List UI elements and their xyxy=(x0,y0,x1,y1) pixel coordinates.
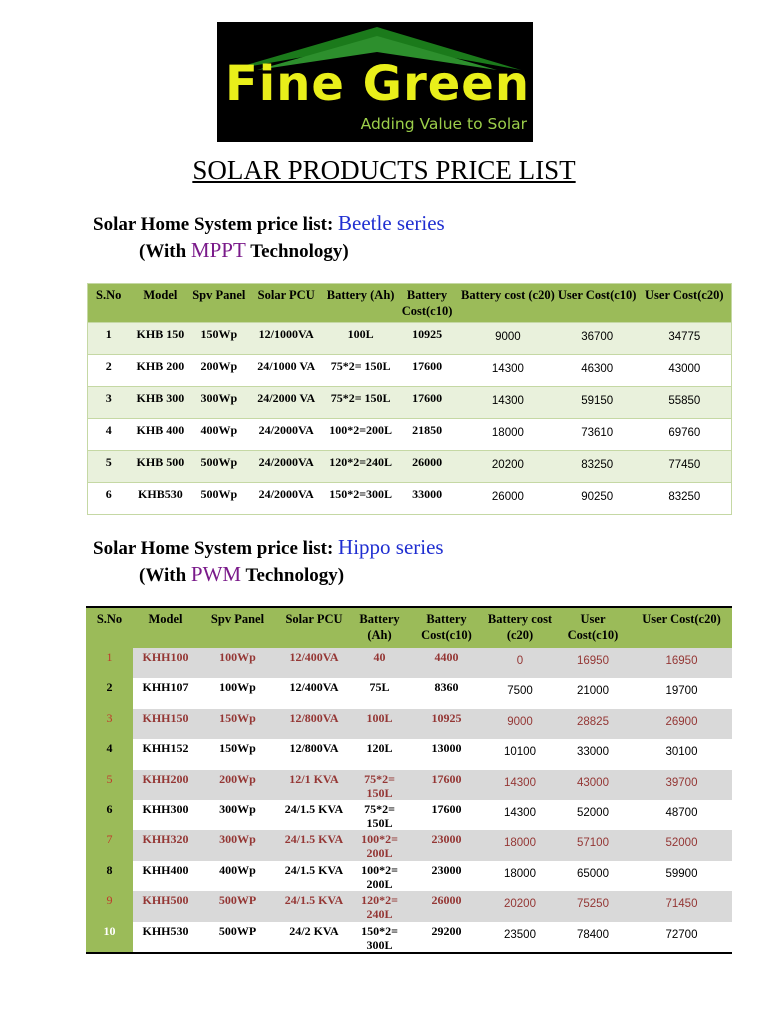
hippo-cell: 75L xyxy=(351,678,408,708)
beetle-series-name: Beetle series xyxy=(338,211,445,235)
hippo-header-cell: User Cost(c10) xyxy=(555,607,631,648)
beetle-cell: 75*2= 150L xyxy=(326,387,395,419)
beetle-sub-prefix: (With xyxy=(139,241,191,262)
hippo-header-row xyxy=(86,607,732,648)
hippo-cell: 14300 xyxy=(485,770,555,800)
beetle-header-cell: Solar PCU xyxy=(246,284,326,323)
hippo-cell: 24/2 KVA xyxy=(277,922,351,953)
beetle-sub-suffix: Technology) xyxy=(245,241,349,262)
hippo-cell: 3 xyxy=(86,709,133,739)
beetle-section-title xyxy=(93,211,445,236)
hippo-cell: 43000 xyxy=(555,770,631,800)
beetle-cell: 150Wp xyxy=(191,323,246,355)
hippo-cell: 24/1.5 KVA xyxy=(277,830,351,860)
table-row xyxy=(88,451,732,483)
hippo-cell: 2 xyxy=(86,678,133,708)
beetle-cell: 24/2000 VA xyxy=(246,387,326,419)
table-row xyxy=(86,922,732,953)
beetle-cell: KHB 200 xyxy=(129,355,191,387)
hippo-cell: 40 xyxy=(351,648,408,678)
hippo-cell: 65000 xyxy=(555,861,631,891)
hippo-cell: 100Wp xyxy=(198,678,277,708)
hippo-header-cell: Battery Cost(c10) xyxy=(408,607,485,648)
beetle-cell: 3 xyxy=(88,387,130,419)
table-row xyxy=(86,891,732,921)
table-row xyxy=(86,709,732,739)
beetle-cell: 75*2= 150L xyxy=(326,355,395,387)
hippo-cell: 300Wp xyxy=(198,830,277,860)
hippo-cell: 75*2= 150L xyxy=(351,770,408,800)
beetle-header-cell: S.No xyxy=(88,284,130,323)
hippo-section-subtitle xyxy=(139,562,344,587)
hippo-cell: 4400 xyxy=(408,648,485,678)
hippo-cell: 100L xyxy=(351,709,408,739)
hippo-cell: 9000 xyxy=(485,709,555,739)
beetle-header-cell: User Cost(c10) xyxy=(557,284,638,323)
beetle-cell: 500Wp xyxy=(191,483,246,515)
hippo-cell: 16950 xyxy=(631,648,732,678)
table-row xyxy=(86,800,732,830)
beetle-cell: 26000 xyxy=(459,483,557,515)
hippo-cell: 150*2= 300L xyxy=(351,922,408,953)
table-row xyxy=(86,770,732,800)
hippo-cell: 52000 xyxy=(631,830,732,860)
hippo-cell: 13000 xyxy=(408,739,485,769)
beetle-cell: 55850 xyxy=(638,387,732,419)
hippo-cell: 30100 xyxy=(631,739,732,769)
hippo-cell: 9 xyxy=(86,891,133,921)
hippo-cell: 72700 xyxy=(631,922,732,953)
hippo-cell: KHH400 xyxy=(133,861,198,891)
table-row xyxy=(86,648,732,678)
beetle-cell: 83250 xyxy=(557,451,638,483)
hippo-cell: 33000 xyxy=(555,739,631,769)
hippo-cell: 48700 xyxy=(631,800,732,830)
hippo-cell: 29200 xyxy=(408,922,485,953)
beetle-cell: 120*2=240L xyxy=(326,451,395,483)
beetle-technology: MPPT xyxy=(190,238,246,262)
beetle-cell: 24/1000 VA xyxy=(246,355,326,387)
beetle-header-cell: Battery (Ah) xyxy=(326,284,395,323)
table-row xyxy=(88,483,732,515)
beetle-cell: 9000 xyxy=(459,323,557,355)
hippo-header-cell: S.No xyxy=(86,607,133,648)
beetle-cell: KHB 300 xyxy=(129,387,191,419)
hippo-cell: KHH107 xyxy=(133,678,198,708)
hippo-cell: 75250 xyxy=(555,891,631,921)
hippo-cell: 7500 xyxy=(485,678,555,708)
hippo-cell: 24/1.5 KVA xyxy=(277,800,351,830)
hippo-cell: 20200 xyxy=(485,891,555,921)
beetle-cell: 26000 xyxy=(395,451,459,483)
hippo-header-cell: Spv Panel xyxy=(198,607,277,648)
table-row xyxy=(86,739,732,769)
hippo-cell: 19700 xyxy=(631,678,732,708)
hippo-cell: 12/1 KVA xyxy=(277,770,351,800)
beetle-price-table xyxy=(87,283,732,515)
beetle-cell: KHB 500 xyxy=(129,451,191,483)
hippo-cell: 26000 xyxy=(408,891,485,921)
beetle-cell: 59150 xyxy=(557,387,638,419)
company-logo xyxy=(217,22,533,142)
table-row xyxy=(86,861,732,891)
table-row xyxy=(86,830,732,860)
beetle-cell: 33000 xyxy=(395,483,459,515)
beetle-cell: 18000 xyxy=(459,419,557,451)
hippo-cell: 23000 xyxy=(408,861,485,891)
hippo-cell: 12/400VA xyxy=(277,678,351,708)
hippo-cell: 1 xyxy=(86,648,133,678)
hippo-cell: 400Wp xyxy=(198,861,277,891)
hippo-cell: 100*2= 200L xyxy=(351,861,408,891)
hippo-cell: 300Wp xyxy=(198,800,277,830)
hippo-cell: 8 xyxy=(86,861,133,891)
hippo-cell: 24/1.5 KVA xyxy=(277,861,351,891)
hippo-cell: 78400 xyxy=(555,922,631,953)
beetle-cell: 100L xyxy=(326,323,395,355)
hippo-cell: 71450 xyxy=(631,891,732,921)
beetle-cell: 20200 xyxy=(459,451,557,483)
hippo-cell: 5 xyxy=(86,770,133,800)
hippo-sub-prefix: (With xyxy=(139,565,191,586)
beetle-cell: 24/2000VA xyxy=(246,483,326,515)
beetle-cell: 90250 xyxy=(557,483,638,515)
hippo-section-title xyxy=(93,535,444,560)
table-row xyxy=(88,387,732,419)
hippo-cell: 6 xyxy=(86,800,133,830)
hippo-cell: 100*2= 200L xyxy=(351,830,408,860)
hippo-cell: 18000 xyxy=(485,861,555,891)
beetle-cell: 200Wp xyxy=(191,355,246,387)
hippo-cell: 26900 xyxy=(631,709,732,739)
hippo-cell: 10 xyxy=(86,922,133,953)
hippo-cell: 23000 xyxy=(408,830,485,860)
hippo-cell: 4 xyxy=(86,739,133,769)
beetle-cell: 43000 xyxy=(638,355,732,387)
hippo-cell: 10925 xyxy=(408,709,485,739)
beetle-cell: 10925 xyxy=(395,323,459,355)
beetle-cell: 21850 xyxy=(395,419,459,451)
hippo-cell: 75*2= 150L xyxy=(351,800,408,830)
hippo-cell: KHH530 xyxy=(133,922,198,953)
hippo-series-name: Hippo series xyxy=(338,535,444,559)
hippo-cell: KHH200 xyxy=(133,770,198,800)
beetle-cell: 24/2000VA xyxy=(246,419,326,451)
hippo-cell: 14300 xyxy=(485,800,555,830)
beetle-cell: 73610 xyxy=(557,419,638,451)
hippo-cell: 0 xyxy=(485,648,555,678)
hippo-cell: 10100 xyxy=(485,739,555,769)
beetle-cell: 300Wp xyxy=(191,387,246,419)
page-title: SOLAR PRODUCTS PRICE LIST xyxy=(192,155,576,185)
beetle-header-cell: Battery cost (c20) xyxy=(459,284,557,323)
hippo-cell: KHH320 xyxy=(133,830,198,860)
beetle-cell: 500Wp xyxy=(191,451,246,483)
hippo-cell: 28825 xyxy=(555,709,631,739)
hippo-price-table xyxy=(86,606,732,954)
beetle-cell: 14300 xyxy=(459,387,557,419)
beetle-cell: 12/1000VA xyxy=(246,323,326,355)
hippo-cell: 500WP xyxy=(198,891,277,921)
hippo-cell: 24/1.5 KVA xyxy=(277,891,351,921)
hippo-header-cell: Model xyxy=(133,607,198,648)
hippo-cell: 200Wp xyxy=(198,770,277,800)
beetle-cell: 5 xyxy=(88,451,130,483)
hippo-cell: KHH152 xyxy=(133,739,198,769)
beetle-cell: KHB530 xyxy=(129,483,191,515)
hippo-header-cell: Solar PCU xyxy=(277,607,351,648)
hippo-title-prefix: Solar Home System price list: xyxy=(93,538,339,559)
hippo-cell: 17600 xyxy=(408,800,485,830)
hippo-cell: 17600 xyxy=(408,770,485,800)
hippo-header-cell: User Cost(c20) xyxy=(631,607,732,648)
hippo-cell: 120L xyxy=(351,739,408,769)
hippo-cell: 12/800VA xyxy=(277,709,351,739)
beetle-cell: 100*2=200L xyxy=(326,419,395,451)
beetle-cell: 46300 xyxy=(557,355,638,387)
beetle-header-cell: Model xyxy=(129,284,191,323)
hippo-header-cell: Battery cost (c20) xyxy=(485,607,555,648)
beetle-cell: 2 xyxy=(88,355,130,387)
hippo-cell: 39700 xyxy=(631,770,732,800)
hippo-cell: 7 xyxy=(86,830,133,860)
hippo-cell: 21000 xyxy=(555,678,631,708)
beetle-title-prefix: Solar Home System price list: xyxy=(93,214,339,235)
beetle-header-cell: User Cost(c20) xyxy=(638,284,732,323)
beetle-cell: KHB 400 xyxy=(129,419,191,451)
beetle-cell: 36700 xyxy=(557,323,638,355)
beetle-cell: 4 xyxy=(88,419,130,451)
table-row xyxy=(86,678,732,708)
beetle-cell: 17600 xyxy=(395,387,459,419)
beetle-header-cell: Battery Cost(c10) xyxy=(395,284,459,323)
hippo-cell: 23500 xyxy=(485,922,555,953)
hippo-cell: 150Wp xyxy=(198,709,277,739)
beetle-cell: 150*2=300L xyxy=(326,483,395,515)
beetle-cell: KHB 150 xyxy=(129,323,191,355)
logo-tagline: Adding Value to Solar xyxy=(360,115,527,133)
hippo-cell: 18000 xyxy=(485,830,555,860)
beetle-cell: 1 xyxy=(88,323,130,355)
hippo-cell: 59900 xyxy=(631,861,732,891)
hippo-cell: KHH100 xyxy=(133,648,198,678)
beetle-section-subtitle xyxy=(139,238,349,263)
hippo-cell: 120*2= 240L xyxy=(351,891,408,921)
beetle-cell: 34775 xyxy=(638,323,732,355)
hippo-cell: KHH150 xyxy=(133,709,198,739)
hippo-cell: KHH500 xyxy=(133,891,198,921)
beetle-cell: 400Wp xyxy=(191,419,246,451)
beetle-cell: 17600 xyxy=(395,355,459,387)
hippo-cell: 12/400VA xyxy=(277,648,351,678)
beetle-cell: 83250 xyxy=(638,483,732,515)
hippo-cell: 16950 xyxy=(555,648,631,678)
hippo-header-cell: Battery (Ah) xyxy=(351,607,408,648)
beetle-cell: 6 xyxy=(88,483,130,515)
hippo-cell: 500WP xyxy=(198,922,277,953)
table-row xyxy=(88,323,732,355)
table-row xyxy=(88,355,732,387)
hippo-cell: 150Wp xyxy=(198,739,277,769)
table-row xyxy=(88,419,732,451)
hippo-cell: 8360 xyxy=(408,678,485,708)
hippo-cell: 12/800VA xyxy=(277,739,351,769)
hippo-cell: 100Wp xyxy=(198,648,277,678)
beetle-header-row xyxy=(88,284,732,323)
beetle-cell: 14300 xyxy=(459,355,557,387)
hippo-technology: PWM xyxy=(190,562,242,586)
beetle-cell: 77450 xyxy=(638,451,732,483)
hippo-cell: KHH300 xyxy=(133,800,198,830)
hippo-cell: 57100 xyxy=(555,830,631,860)
beetle-header-cell: Spv Panel xyxy=(191,284,246,323)
hippo-cell: 52000 xyxy=(555,800,631,830)
logo-brand: Fine Green xyxy=(225,56,531,112)
beetle-cell: 69760 xyxy=(638,419,732,451)
beetle-cell: 24/2000VA xyxy=(246,451,326,483)
hippo-sub-suffix: Technology) xyxy=(241,565,345,586)
